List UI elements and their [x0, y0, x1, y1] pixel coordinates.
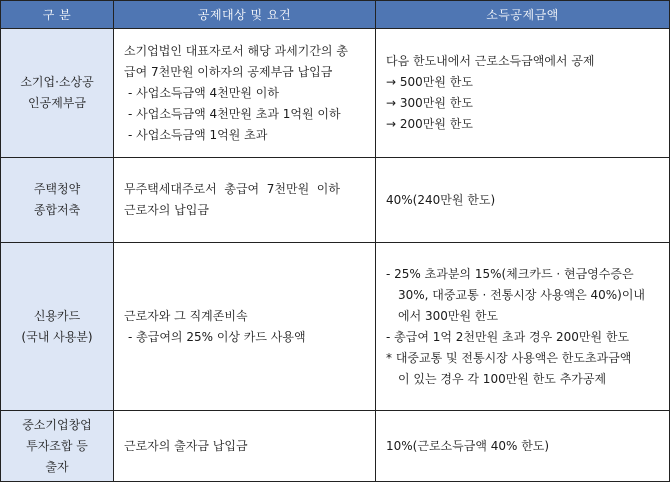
deduction-text: 30%, 대중교통 · 전통시장 사용액은 40%)이내	[398, 287, 646, 302]
table-header-row	[1, 1, 670, 29]
deduction-cell	[376, 411, 670, 482]
header-deduction: 소득공제금액	[376, 1, 670, 29]
category-text: (국내 사용분)	[21, 329, 93, 344]
deduction-cell	[376, 243, 670, 411]
condition-text: 근로자의 출자금 납입금	[124, 438, 248, 453]
category-text: 투자조합 등	[26, 438, 88, 453]
deduction-text: → 300만원 한도	[386, 96, 473, 110]
category-text: 소기업·소상공	[20, 75, 94, 89]
deduction-text: 다음 한도내에서 근로소득금액에서 공제	[386, 54, 595, 68]
header-category: 구 분	[1, 1, 114, 29]
deduction-text: 에서 300만원 한도	[398, 308, 499, 323]
condition-text: - 사업소득금액 1억원 초과	[128, 127, 268, 142]
condition-text: 근로자의 납입금	[124, 203, 209, 217]
deduction-text: → 500만원 한도	[386, 75, 473, 89]
deduction-text: 40%(240만원 한도)	[386, 192, 496, 207]
table-row	[1, 411, 670, 482]
table-row	[1, 158, 670, 243]
deduction-cell	[376, 158, 670, 243]
category-text: 주택청약	[33, 182, 81, 196]
table-row	[1, 243, 670, 411]
category-cell	[1, 158, 114, 243]
category-cell	[1, 243, 114, 411]
category-text: 인공제부금	[28, 96, 86, 110]
condition-text: 무주택세대주로서 총급여 7천만원 이하	[124, 182, 340, 196]
header-conditions: 공제대상 및 요건	[114, 1, 376, 29]
deduction-cell	[376, 29, 670, 158]
condition-text: 근로자와 그 직계존비속	[124, 308, 248, 323]
category-cell	[1, 29, 114, 158]
condition-text: - 사업소득금액 4천만원 이하	[128, 85, 279, 100]
condition-text: - 총급여의 25% 이상 카드 사용액	[128, 329, 306, 344]
deduction-text: 10%(근로소득금액 40% 한도)	[386, 438, 550, 453]
category-text: 신용카드	[33, 308, 81, 323]
condition-text: 급여 7천만원 이하자의 공제부금 납입금	[124, 64, 333, 79]
deduction-text: → 200만원 한도	[386, 117, 473, 131]
deduction-text: - 25% 초과분의 15%(체크카드 · 현금영수증은	[386, 266, 634, 281]
category-cell	[1, 411, 114, 482]
category-text: 종합저축	[33, 203, 81, 217]
deduction-text: 이 있는 경우 각 100만원 한도 추가공제	[398, 371, 607, 386]
category-text: 출자	[45, 459, 69, 474]
table-row	[1, 29, 670, 158]
conditions-cell	[114, 29, 376, 158]
condition-text: - 사업소득금액 4천만원 초과 1억원 이하	[128, 106, 341, 121]
conditions-cell	[114, 411, 376, 482]
deduction-text: * 대중교통 및 전통시장 사용액은 한도초과금액	[386, 350, 632, 365]
condition-text: 소기업법인 대표자로서 해당 과세기간의 총	[124, 43, 348, 58]
deduction-text: - 총급여 1억 2천만원 초과 경우 200만원 한도	[386, 329, 630, 344]
category-text: 중소기업창업	[22, 417, 92, 432]
conditions-cell	[114, 243, 376, 411]
conditions-cell	[114, 158, 376, 243]
